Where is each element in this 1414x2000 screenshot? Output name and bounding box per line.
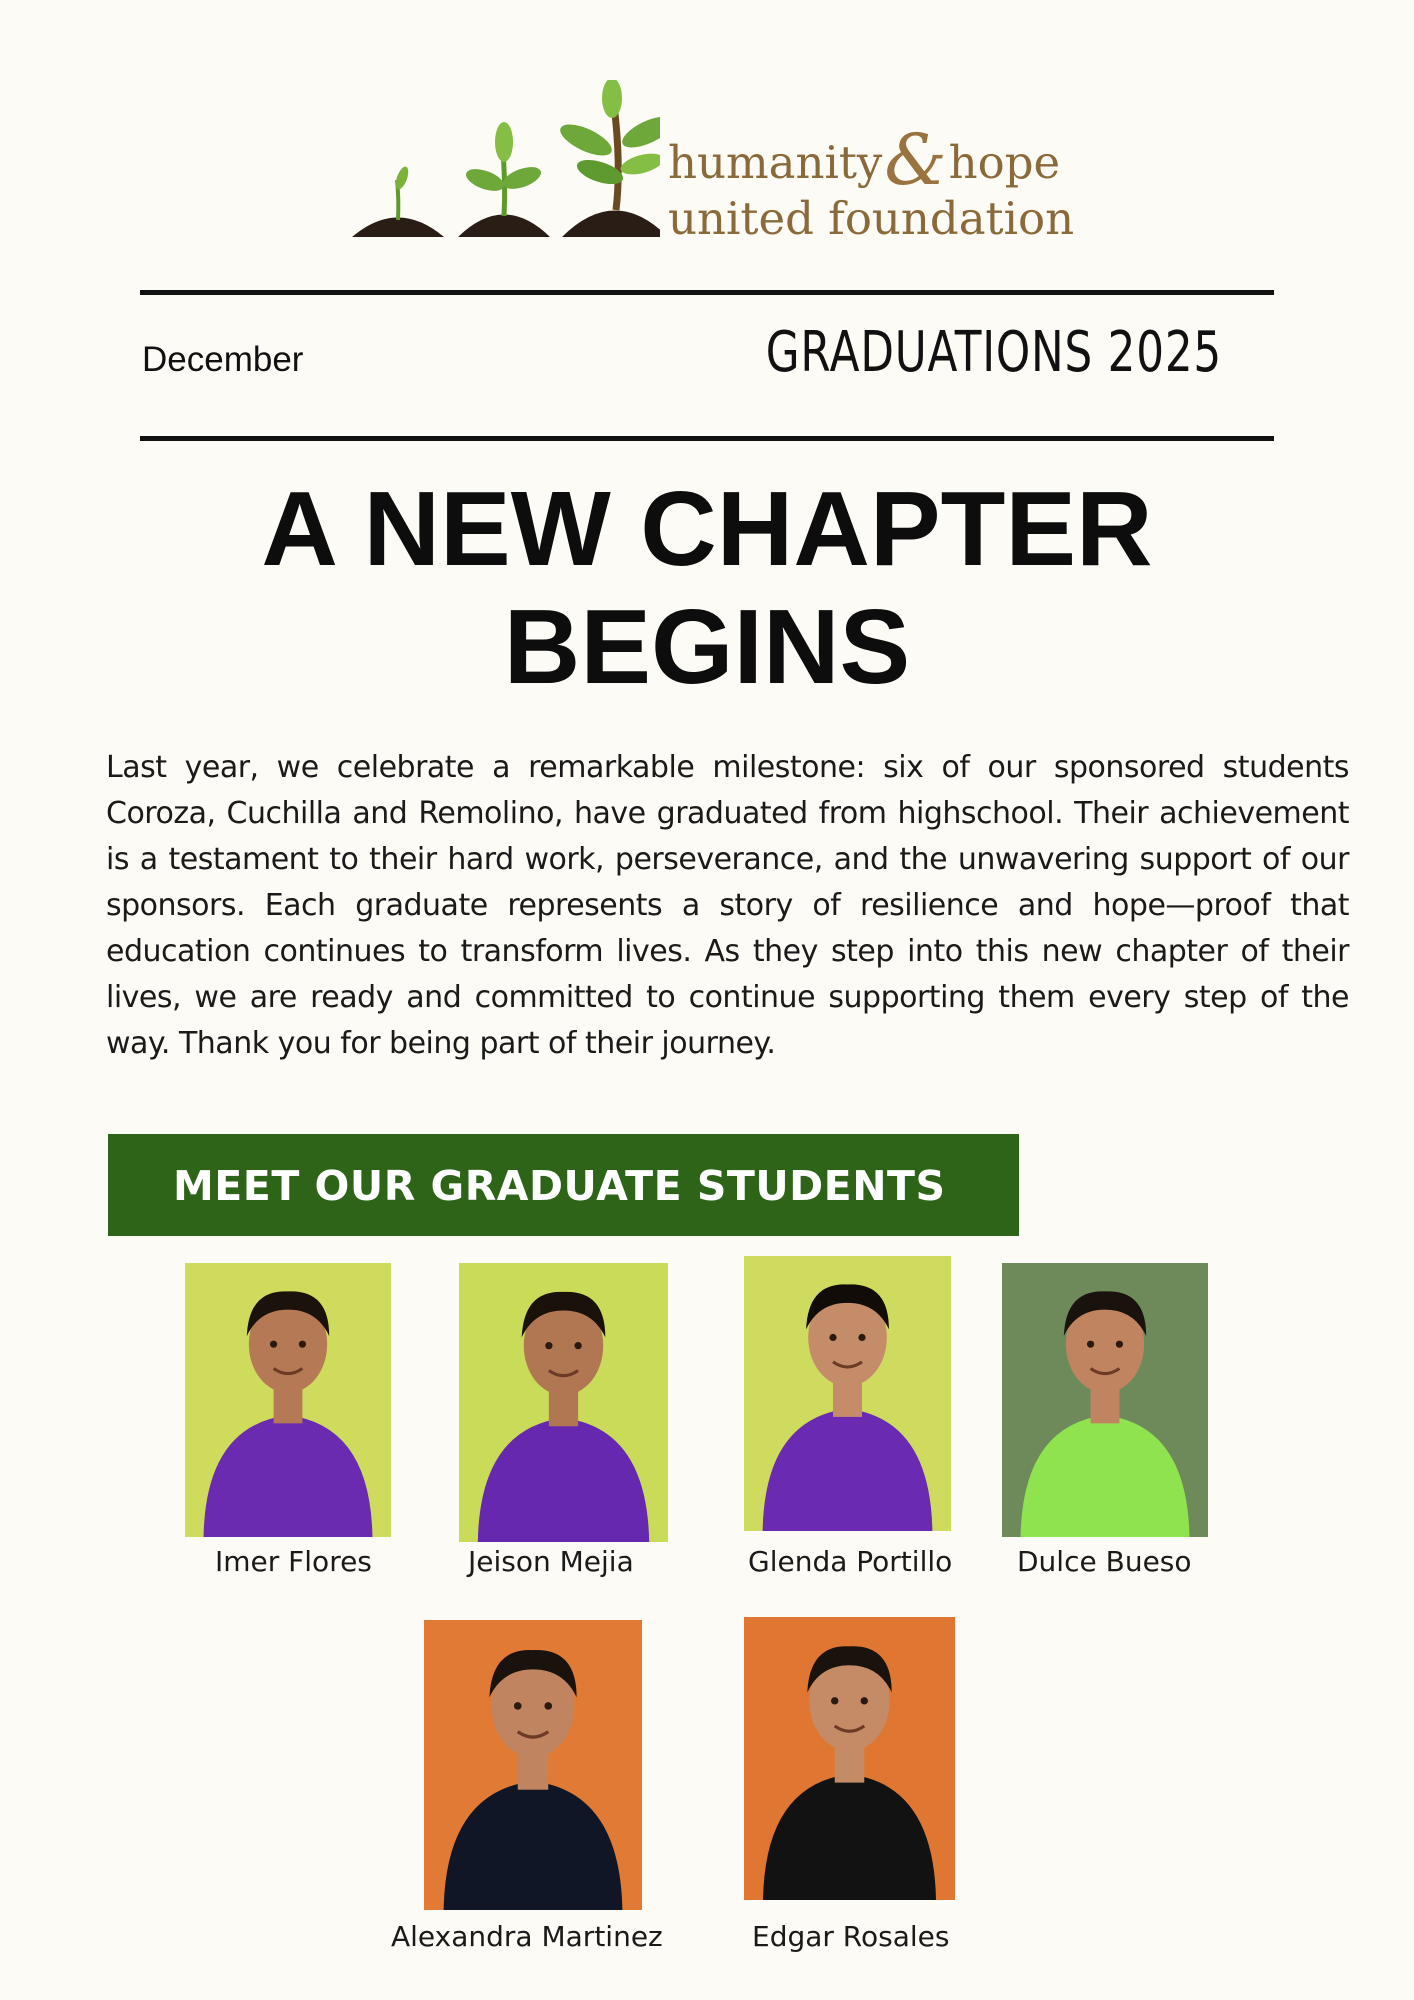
logo-word-hope: hope xyxy=(948,136,1061,189)
student-name: Glenda Portillo xyxy=(748,1545,953,1578)
portrait-illustration xyxy=(1002,1263,1208,1537)
student-name: Dulce Bueso xyxy=(1017,1545,1192,1578)
portrait-illustration xyxy=(424,1620,642,1910)
portrait-illustration xyxy=(744,1617,955,1900)
issue-title: GRADUATIONS 2025 xyxy=(765,320,1222,385)
foundation-logo xyxy=(350,80,1110,250)
student-photo xyxy=(185,1263,391,1537)
student-photo xyxy=(459,1263,668,1542)
headline-line-1: A NEW CHAPTER xyxy=(261,470,1153,588)
top-divider xyxy=(140,290,1274,295)
student-name: Edgar Rosales xyxy=(752,1920,950,1953)
header-divider xyxy=(140,436,1274,441)
portrait-illustration xyxy=(459,1263,668,1542)
issue-month: December xyxy=(142,340,304,379)
student-photo xyxy=(744,1256,951,1531)
logo-word-humanity: humanity xyxy=(668,136,883,189)
portrait-illustration xyxy=(185,1263,391,1537)
section-banner xyxy=(108,1134,1019,1236)
student-photo xyxy=(1002,1263,1208,1537)
logo-wordmark xyxy=(668,119,1075,247)
sprouts-logo-icon xyxy=(350,80,660,250)
portrait-illustration xyxy=(744,1256,951,1531)
section-banner-label: MEET OUR GRADUATE STUDENTS xyxy=(173,1162,946,1210)
page-headline xyxy=(0,470,1414,706)
student-name: Jeison Mejia xyxy=(468,1545,634,1578)
logo-ampersand: & xyxy=(884,119,947,201)
student-photo xyxy=(744,1617,955,1900)
student-name: Imer Flores xyxy=(215,1545,372,1578)
student-photo xyxy=(424,1620,642,1910)
student-name: Alexandra Martinez xyxy=(391,1920,663,1953)
intro-paragraph: Last year, we celebrate a remarkable milestone: six of our sponsored students Coroza, Cuchilla and Remolino, have graduated from highschool. Their achievement is a testament to their hard work, perseverance, and the unwavering support of our sponsors. Each graduate represents a story of resilience and hope—proof that education continues to transform lives. As they step into this new chapter of their lives, we are ready and committed to continue supporting them every step of the way. Thank you for being part of their journey. xyxy=(106,750,1349,1061)
headline-line-2: BEGINS xyxy=(503,588,911,706)
logo-line-2: united foundation xyxy=(668,192,1075,245)
